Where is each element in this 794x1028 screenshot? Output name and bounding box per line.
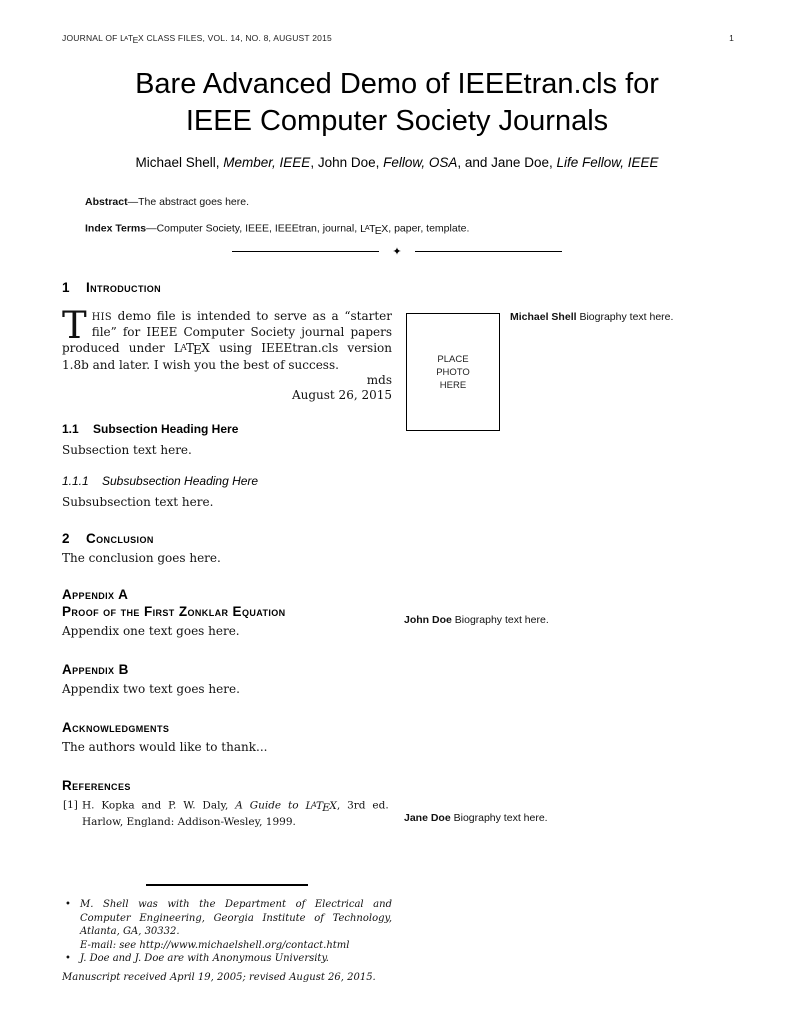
acknowledgments-title: Acknowledgments	[62, 720, 170, 736]
subsubsection-number: 1.1.1	[62, 474, 89, 489]
latex-logo: LATEX	[120, 33, 144, 45]
abstract-label: Abstract	[85, 196, 128, 208]
author-membership: Member, IEEE	[223, 155, 311, 170]
paper-title-line1: Bare Advanced Demo of IEEEtran.cls for	[135, 68, 659, 100]
biography-name: Michael Shell	[510, 311, 577, 323]
bullet-icon: •	[65, 953, 71, 964]
footnote-rule	[146, 884, 308, 886]
latex-logo: LATEX	[305, 800, 337, 815]
author-membership: Fellow, OSA	[383, 155, 458, 170]
index-terms-label: Index Terms	[85, 222, 147, 235]
photo-placeholder-text: PLACE PHOTO HERE	[436, 353, 470, 391]
left-column	[62, 279, 392, 829]
intro-paragraph	[62, 304, 392, 373]
separator-line-right	[415, 251, 562, 252]
footnote-item	[62, 952, 392, 966]
reference-authors: H. Kopka and P. W. Daly,	[82, 800, 236, 813]
author-name: , and Jane Doe,	[457, 155, 557, 170]
signature-date: August 26, 2015	[291, 388, 392, 403]
section-heading-conclusion	[62, 530, 392, 547]
appendix-b-title: Appendix B	[62, 662, 129, 678]
subsection-text: Subsection text here.	[62, 443, 192, 458]
references-title: References	[62, 778, 131, 794]
intro-text-1: demo file is intended to serve as a “starter file” for IEEE Computer Society journal papers produced under	[62, 309, 392, 355]
footnote-email: E-mail: see http://www.michaelshell.org/contact.html	[80, 939, 350, 951]
conclusion-text: The conclusion goes here.	[62, 551, 221, 566]
subsubsection-text: Subsubsection text here.	[62, 495, 214, 510]
footnote-block	[62, 884, 392, 984]
subsection-heading	[62, 422, 392, 437]
biography-michael-shell	[510, 311, 734, 324]
author-membership: Life Fellow, IEEE	[556, 155, 659, 170]
abstract-text: —The abstract goes here.	[127, 196, 250, 208]
intro-text-2: using IEEEtran.cls version 1.8b and later. I wish you the best of success.	[62, 340, 392, 373]
biography-text: Biography text here.	[453, 812, 548, 824]
section-separator	[232, 246, 562, 257]
subsubsection-heading	[62, 474, 392, 489]
biography-john-doe	[404, 614, 734, 627]
paper-title-line2: IEEE Computer Society Journals	[185, 105, 609, 137]
subsubsection-title: Subsubsection Heading Here	[102, 474, 259, 489]
authors-line	[0, 155, 794, 170]
separator-line-left	[232, 251, 379, 252]
author-name: Michael Shell,	[135, 155, 224, 170]
section-number: 1	[62, 280, 70, 295]
reference-label: [1]	[63, 799, 78, 812]
subsection-title: Subsection Heading Here	[93, 422, 239, 437]
appendix-b-text: Appendix two text goes here.	[62, 682, 240, 697]
paper-title	[0, 66, 794, 140]
section-title: Conclusion	[86, 531, 154, 547]
appendix-a-subtitle: Proof of the First Zonklar Equation	[62, 604, 286, 620]
manuscript-received-note: Manuscript received April 19, 2005; revised August 26, 2015.	[62, 971, 376, 983]
biography-jane-doe	[404, 812, 734, 825]
bullet-icon: •	[65, 899, 71, 910]
acknowledgments-text: The authors would like to thank...	[62, 740, 268, 755]
subsection-number: 1.1	[62, 422, 79, 437]
drop-cap: T	[62, 304, 87, 347]
references-heading	[62, 777, 392, 794]
footnote-text: J. Doe and J. Doe are with Anonymous University.	[80, 953, 329, 964]
acknowledgments-heading	[62, 719, 392, 736]
latex-logo: LATEX	[173, 340, 210, 358]
footnote-item	[62, 898, 392, 952]
lead-small-caps: HIS	[91, 312, 113, 323]
reference-publisher: , 3rd ed. Harlow, England: Addison-Wesley, 1999.	[82, 800, 393, 829]
biography-name: John Doe	[404, 614, 452, 626]
page-number: 1	[729, 33, 734, 43]
appendix-a-heading	[62, 586, 392, 620]
latex-logo: LATEX	[360, 222, 389, 237]
diamond-icon: ✦	[392, 245, 402, 258]
signature-initials: mds	[366, 373, 392, 388]
appendix-a-title: Appendix A	[62, 587, 129, 603]
journal-line-pre: JOURNAL OF	[62, 33, 121, 43]
author-name: , John Doe,	[310, 155, 384, 170]
index-terms-pre: —Computer Society, IEEE, IEEEtran, journal,	[146, 222, 361, 235]
appendix-a-text: Appendix one text goes here.	[62, 624, 240, 639]
section-number: 2	[62, 531, 70, 547]
reference-entry	[62, 798, 392, 829]
footnote-text: M. Shell was with the Department of Electrical and Computer Engineering, Georgia Institute of Technology, Atlanta, GA, 30332.	[80, 899, 392, 937]
journal-line	[62, 33, 332, 45]
appendix-b-heading	[62, 661, 392, 678]
running-header	[62, 33, 734, 45]
index-terms	[85, 222, 709, 238]
biography-text: Biography text here.	[454, 614, 549, 626]
section-heading-introduction	[62, 279, 392, 296]
photo-placeholder-box	[406, 313, 500, 431]
reference-book-title: A Guide to LATEX	[235, 800, 337, 815]
biography-text: Biography text here.	[579, 311, 674, 323]
index-terms-post: , paper, template.	[388, 222, 470, 235]
abstract	[85, 196, 709, 209]
journal-line-post: CLASS FILES, VOL. 14, NO. 8, AUGUST 2015	[143, 33, 332, 43]
section-title: Introduction	[86, 280, 162, 295]
intro-signature	[62, 373, 392, 403]
biography-name: Jane Doe	[404, 812, 451, 824]
